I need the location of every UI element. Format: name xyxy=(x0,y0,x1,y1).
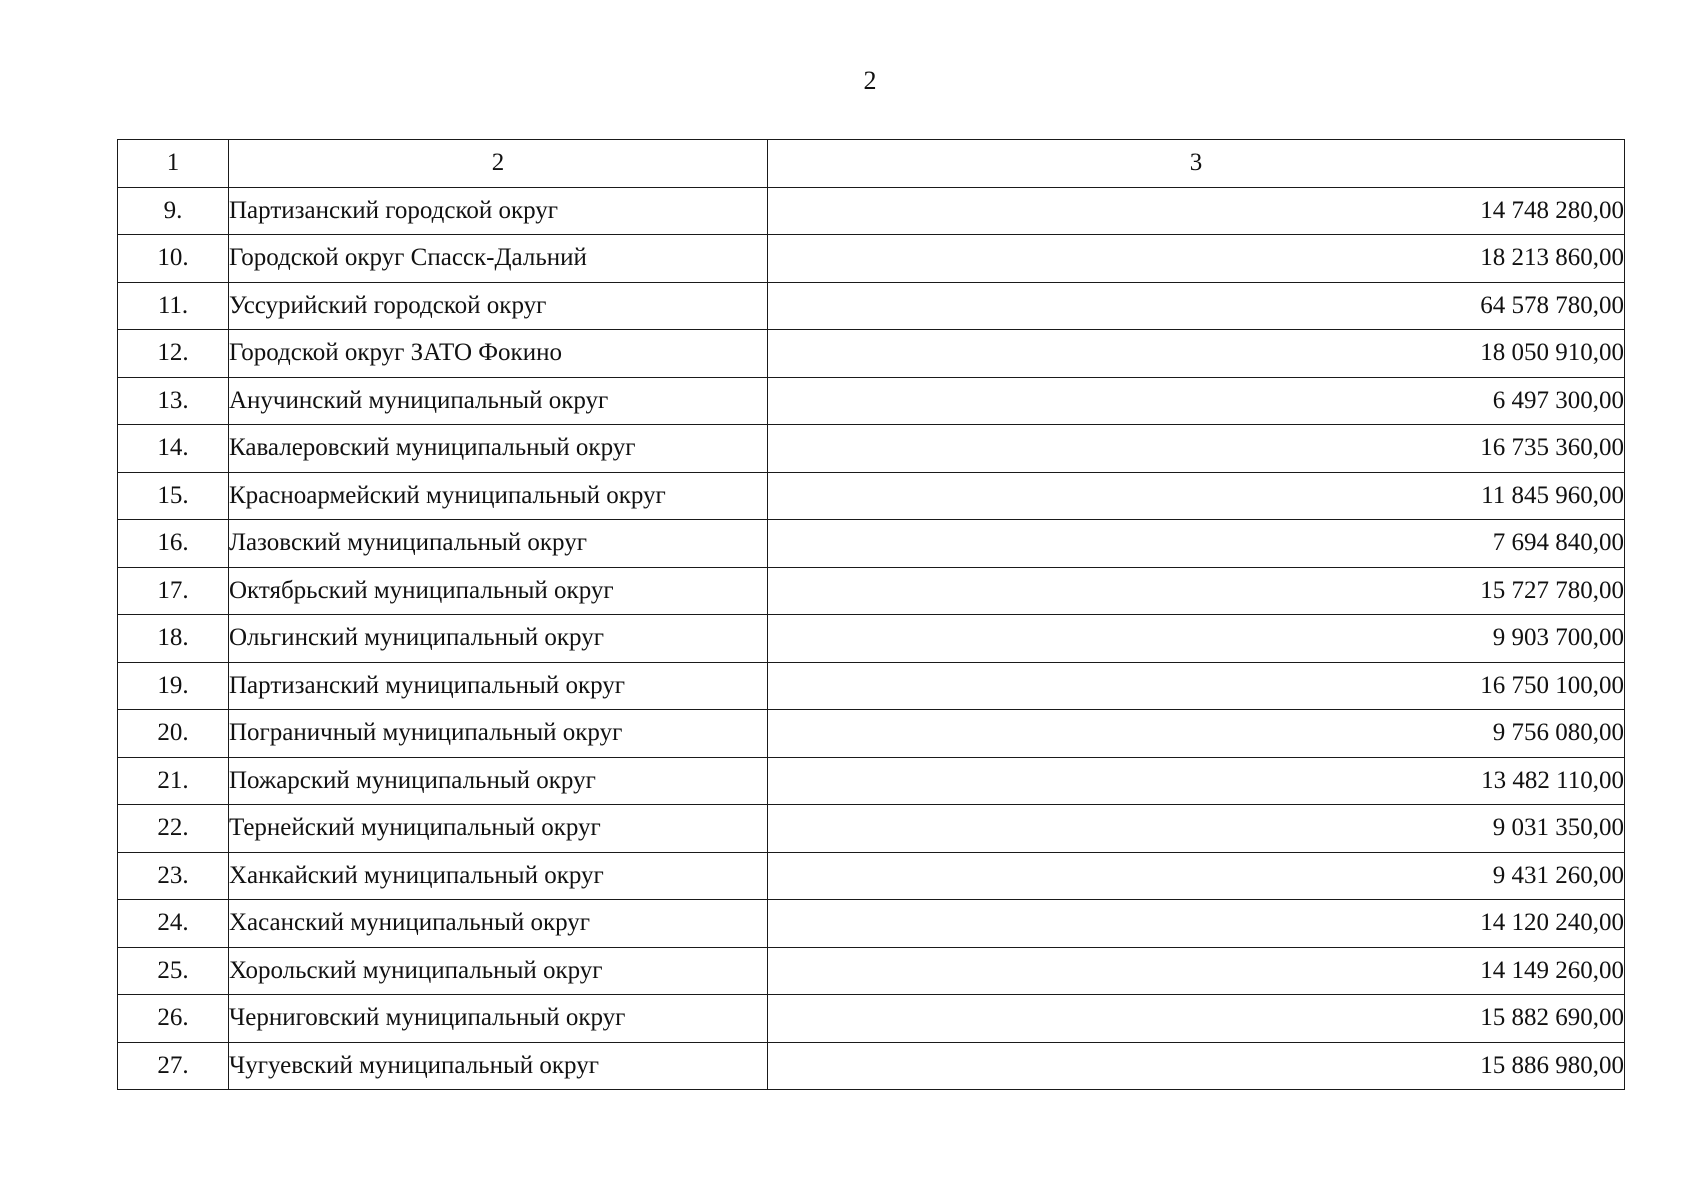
amount-value: 9 903 700,00 xyxy=(768,615,1625,663)
district-name: Красноармейский муниципальный округ xyxy=(229,472,768,520)
amount-value: 18 213 860,00 xyxy=(768,235,1625,283)
table-row xyxy=(118,187,1625,235)
table-row xyxy=(118,995,1625,1043)
table-row xyxy=(118,235,1625,283)
amount-value: 15 882 690,00 xyxy=(768,995,1625,1043)
row-number: 26. xyxy=(118,995,229,1043)
table-row xyxy=(118,520,1625,568)
row-number: 10. xyxy=(118,235,229,283)
table-row xyxy=(118,282,1625,330)
row-number: 19. xyxy=(118,662,229,710)
row-number: 13. xyxy=(118,377,229,425)
district-name: Анучинский муниципальный округ xyxy=(229,377,768,425)
amount-value: 9 431 260,00 xyxy=(768,852,1625,900)
district-name: Октябрьский муниципальный округ xyxy=(229,567,768,615)
district-name: Хорольский муниципальный округ xyxy=(229,947,768,995)
amount-value: 11 845 960,00 xyxy=(768,472,1625,520)
district-name: Партизанский муниципальный округ xyxy=(229,662,768,710)
amount-value: 14 748 280,00 xyxy=(768,187,1625,235)
district-name: Уссурийский городской округ xyxy=(229,282,768,330)
table-row xyxy=(118,1042,1625,1090)
table-row xyxy=(118,330,1625,378)
district-name: Ханкайский муниципальный округ xyxy=(229,852,768,900)
row-number: 27. xyxy=(118,1042,229,1090)
header-cell-1: 1 xyxy=(118,140,229,188)
row-number: 21. xyxy=(118,757,229,805)
row-number: 23. xyxy=(118,852,229,900)
table-row xyxy=(118,852,1625,900)
row-number: 22. xyxy=(118,805,229,853)
table-row xyxy=(118,425,1625,473)
table-row xyxy=(118,900,1625,948)
district-name: Партизанский городской округ xyxy=(229,187,768,235)
district-name: Черниговский муниципальный округ xyxy=(229,995,768,1043)
amount-value: 9 756 080,00 xyxy=(768,710,1625,758)
row-number: 25. xyxy=(118,947,229,995)
row-number: 24. xyxy=(118,900,229,948)
row-number: 14. xyxy=(118,425,229,473)
table-row xyxy=(118,947,1625,995)
district-name: Тернейский муниципальный округ xyxy=(229,805,768,853)
table-row xyxy=(118,615,1625,663)
district-name: Городской округ ЗАТО Фокино xyxy=(229,330,768,378)
row-number: 18. xyxy=(118,615,229,663)
district-name: Пожарский муниципальный округ xyxy=(229,757,768,805)
district-name: Лазовский муниципальный округ xyxy=(229,520,768,568)
row-number: 11. xyxy=(118,282,229,330)
amount-value: 18 050 910,00 xyxy=(768,330,1625,378)
amount-value: 9 031 350,00 xyxy=(768,805,1625,853)
amount-value: 15 886 980,00 xyxy=(768,1042,1625,1090)
amount-value: 14 120 240,00 xyxy=(768,900,1625,948)
row-number: 15. xyxy=(118,472,229,520)
amount-value: 7 694 840,00 xyxy=(768,520,1625,568)
table-row xyxy=(118,472,1625,520)
header-cell-3: 3 xyxy=(768,140,1625,188)
district-name: Ольгинский муниципальный округ xyxy=(229,615,768,663)
district-name: Хасанский муниципальный округ xyxy=(229,900,768,948)
amount-value: 15 727 780,00 xyxy=(768,567,1625,615)
row-number: 17. xyxy=(118,567,229,615)
district-name: Кавалеровский муниципальный округ xyxy=(229,425,768,473)
amount-value: 64 578 780,00 xyxy=(768,282,1625,330)
row-number: 12. xyxy=(118,330,229,378)
district-name: Чугуевский муниципальный округ xyxy=(229,1042,768,1090)
row-number: 9. xyxy=(118,187,229,235)
amount-value: 16 750 100,00 xyxy=(768,662,1625,710)
amount-value: 13 482 110,00 xyxy=(768,757,1625,805)
header-cell-2: 2 xyxy=(229,140,768,188)
table-row xyxy=(118,377,1625,425)
table-row xyxy=(118,805,1625,853)
row-number: 20. xyxy=(118,710,229,758)
table-row xyxy=(118,710,1625,758)
allocation-table xyxy=(117,139,1625,1090)
amount-value: 6 497 300,00 xyxy=(768,377,1625,425)
table-header-row xyxy=(118,140,1625,188)
amount-value: 14 149 260,00 xyxy=(768,947,1625,995)
row-number: 16. xyxy=(118,520,229,568)
page-number: 2 xyxy=(863,66,877,95)
table-row xyxy=(118,757,1625,805)
table-row xyxy=(118,662,1625,710)
district-name: Пограничный муниципальный округ xyxy=(229,710,768,758)
table-row xyxy=(118,567,1625,615)
district-name: Городской округ Спасск-Дальний xyxy=(229,235,768,283)
amount-value: 16 735 360,00 xyxy=(768,425,1625,473)
